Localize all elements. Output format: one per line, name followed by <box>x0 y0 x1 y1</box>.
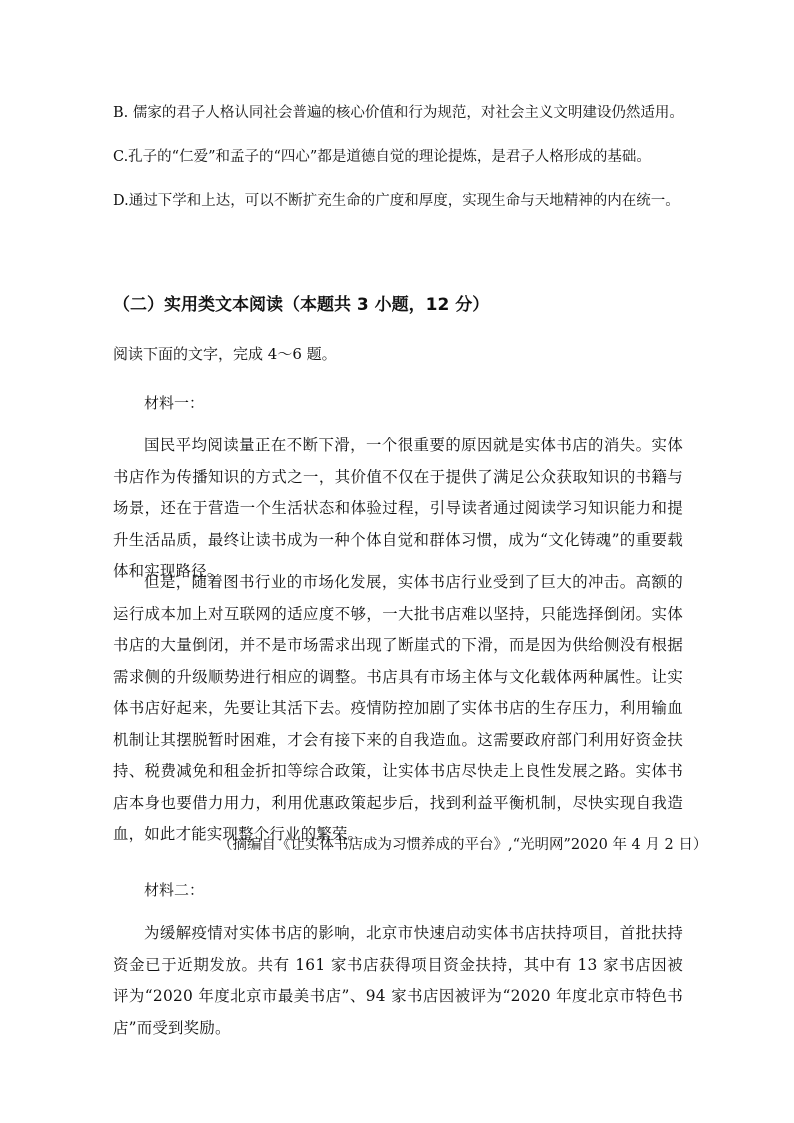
reading-instruction: 阅读下面的文字，完成 4～6 题。 <box>113 345 337 363</box>
material-one-label: 材料一： <box>144 394 205 412</box>
material-two-paragraph-1: 为缓解疫情对实体书店的影响，北京市快速启动实体书店扶持项目，首批扶持资金已于近期发放。共有 161 家书店获得项目资金扶持，其中有 13 家书店因被评为“2020 年度北京市最美书店”、94 家书店因被评为“2020 年度北京市特色书店”而受到奖励。 <box>113 924 683 1037</box>
material-one-paragraph-1: 国民平均阅读量正在不断下滑，一个很重要的原因就是实体书店的消失。实体书店作为传播知识的方式之一，其价值不仅在于提供了满足公众获取知识的书籍与场景，还在于营造一个生活状态和体验过程，引导读者通过阅读学习知识能力和提升生活品质，最终让读书成为一种个体自觉和群体习惯，成为“文化铸魂”的重要载体和实现路径。 <box>113 436 683 580</box>
section-title: （二）实用类文本阅读（本题共 3 小题，12 分） <box>113 295 490 315</box>
option-b: B. 儒家的君子人格认同社会普遍的核心价值和行为规范，对社会主义文明建设仍然适用。 <box>113 105 684 121</box>
option-d: D.通过下学和上达，可以不断扩充生命的广度和厚度，实现生命与天地精神的内在统一。 <box>113 193 680 209</box>
material-one-paragraph-2: 但是，随着图书行业的市场化发展，实体书店行业受到了巨大的冲击。高额的运行成本加上对互联网的适应度不够，一大批书店难以坚持，只能选择倒闭。实体书店的大量倒闭，并不是市场需求出现了断崖式的下滑，而是因为供给侧没有根据需求侧的升级顺势进行相应的调整。书店具有市场主体与文化载体两种属性。让实体书店好起来，先要让其活下去。疫情防控加剧了实体书店的生存压力，利用输血机制让其摆脱暂时困难，才会有接下来的自我造血。这需要政府部门利用好资金扶持、税费减免和租金折扣等综合政策，让实体书店尽快走上良性发展之路。实体书店本身也要借力用力，利用优惠政策起步后，找到利益平衡机制，尽快实现自我造血，如此才能实现整个行业的繁荣。 <box>113 573 683 843</box>
option-c: C.孔子的“仁爱”和孟子的“四心”都是道德自觉的理论提炼，是君子人格形成的基础。 <box>113 149 651 165</box>
material-two-label: 材料二： <box>144 881 205 899</box>
material-one-source: （摘编自《让实体书店成为习惯养成的平台》,“光明网”2020 年 4 月 2 日） <box>218 837 708 853</box>
